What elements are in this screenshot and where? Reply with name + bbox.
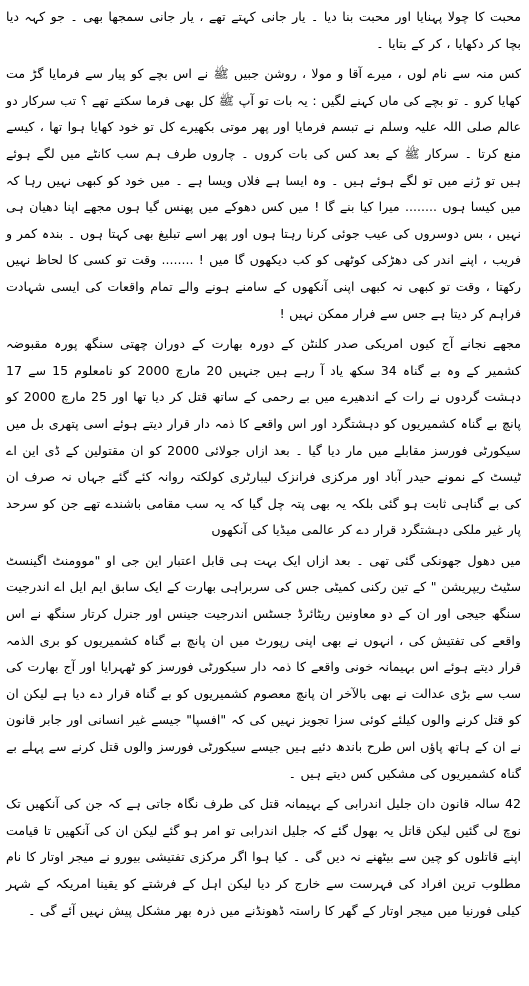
- paragraph-4: میں دھول جھونکی گئی تھی ۔ بعد ازاں ایک بہت ہی قابل اعتبار این جی او "موومنٹ اگینسٹ سٹیٹ ریپریشن " کے تین رکنی کمیٹی جس کی سربراہی بھارت کے ایک سابق ایم ایل اے اندرجیت سنگھ جیجی اور ان کے دو معاونین ریٹائرڈ جسٹس اندرجیت جینس اور جنرل کرتار سنگھ نے اس واقعے کی تفتیش کی ، انہوں نے بھی اپنی رپورٹ میں ان پانچ بے گناہ کشمیریوں کو بری الذمہ قرار دیتے ہوئے اس بہیمانہ خونی واقعے کا ذمہ دار سیکورٹی فورسز کو ٹھہرایا اور آج بھارت کی سب سے بڑی عدالت نے بھی بالآخر ان پانچ معصوم کشمیریوں کو بے گناہ قرار دے دیا ہے لیکن ان کو قتل کرنے والوں کیلئے کوئی سزا تجویز نہیں کی کہ "افسپا" جیسے غیر انسانی اور جابر قانون نے ان کے ہاتھ پاؤں اس طرح باندھ دئیے ہیں جیسے سیکورٹی فورسز والوں قتل کرنے سے پہلے بے گناہ کشمیریوں کی مشکیں کس دیتے ہیں ۔: [6, 552, 521, 781]
- paragraph-3: مجھے نجانے آج کیوں امریکی صدر کلنٹن کے دورہ بھارت کے دوران چھتی سنگھ پورہ مقبوضہ کشمیر کے وہ بے گناہ 34 سکھ یاد آ رہے ہیں جنہیں 20 مارچ 2000 کو نامعلوم 15 سے 17 دہشت گردوں نے رات کے اندھیرے میں بے رحمی کے ساتھ قتل کر دیا تھا اور 25 مارچ 2000 کو پانچ بے گناہ کشمیریوں کو دہشتگرد اور اس واقعے کا ذمہ دار قرار دیتے ہوئے اسی پتھری بل میں سیکورٹی فورسز مقابلے میں مار دیا گیا ۔ بعد ازاں جولائی 2000 کو ان مقتولین کے ڈی این اے ٹیسٹ کے نمونے حیدر آباد اور مرکزی فرانزک لیبارٹری کولکتہ روانہ کئے گئے جہاں نہ صرف ان کی بے گناہی ثابت ہو گئی بلکہ یہ بھی پتہ چل گیا کہ یہ سب مقامی باشندے تھے جن کو سرحد پار غیر ملکی دہشتگرد قرار دے کر عالمی میڈیا کی آنکھوں: [6, 336, 521, 538]
- paragraph-5: 42 سالہ قانون دان جلیل اندرابی کے بہیمانہ قتل کی طرف نگاہ جاتی ہے کہ جن کی آنکھیں تک نوچ لی گئیں لیکن قاتل یہ بھول گئے کہ جلیل اندرابی تو امر ہو گئے لیکن ان کی آنکھیں تا قیامت اپنے قاتلوں کو چین سے بیٹھنے نہ دیں گی ۔ کیا ہوا اگر مرکزی تفتیشی بیورو نے میجر اوتار کا نام مطلوب ترین افراد کی فہرست سے خارج کر دیا لیکن اہل کے فرشتے کو یقینا امریکہ کے شہر کیلی فورنیا میں میجر اوتار کے گھر کا راستہ ڈھونڈنے میں ذرہ بھر مشکل پیش نہیں آئے گی ۔: [6, 796, 521, 918]
- paragraph-1: محبت کا چولا پہنایا اور محبت بنا دیا ۔ یار جانی کہتے تھے ، یار جانی سمجھا بھی ۔ جو کہہ دیا بچا کر دکھایا ، کر کے بتایا ۔: [6, 9, 521, 51]
- paragraph-2: کس منہ سے نام لوں ، میرے آقا و مولا ، روشن جبیں ﷺ نے اس بچے کو پیار سے فرمایا گڑ مت کھایا کرو ۔ تو بچے کی ماں کہنے لگیں : یہ بات تو آپ ﷺ کل بھی فرما سکتے تھے ؟ تب سرکار دو عالم صلی اللہ علیہ وسلم نے تبسم فرمایا اور پھر موتی بکھیرے کل تو خود کھایا ہوا تھا ، کیسے منع کرتا ۔ سرکار ﷺ کے بعد کس کی بات کروں ۔ چاروں طرف ہم سب کانٹے میں لگے ہوئے ہیں تو ڑنے میں تو لگے ہوئے ہیں ۔ وہ ایسا ہے فلاں ویسا ہے ۔ میں خود کو کبھی نہیں رہا کہ میں کیسا ہوں ........ میرا کیا بنے گا ! میں کس دھوکے میں پھنس گیا ہوں مجھے اپنا دھیان ہی نہیں ، بس دوسروں کی عیب جوئی کرنا رہتا ہوں اور پھر اسے تبلیغ بھی کہتا ہوں ۔ بندہ کمر و فریب ، اپنے اندر کی دھڑکی کوٹھی کو کب دیکھوں گا میں ! ........ وقت تو کسی کا لحاظ نہیں رکھتا ، وقت تو کبھی نہ کبھی اپنی آنکھوں کے سامنے ہونے والے تمام واقعات کی ایسی شہادت فراہم کر دیتا ہے جس سے فرار ممکن نہیں !: [6, 66, 521, 321]
